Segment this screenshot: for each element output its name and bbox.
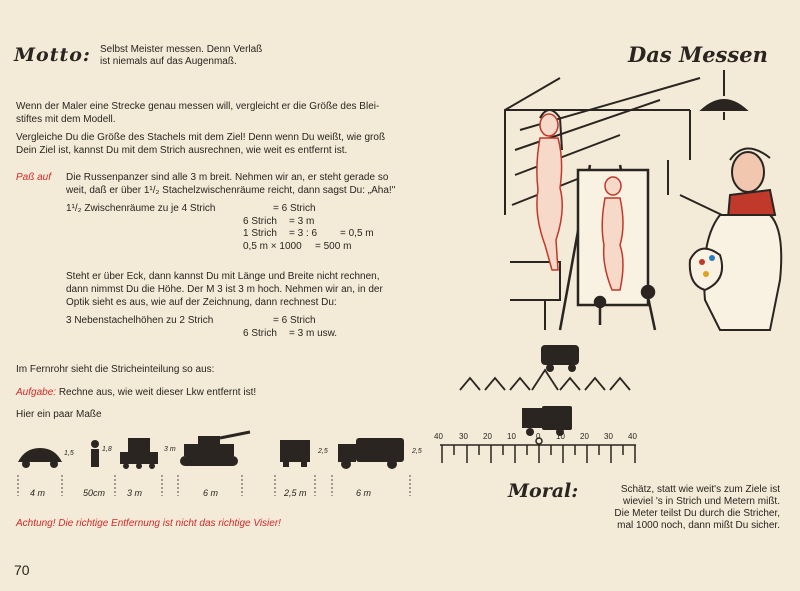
scale-label: 30 xyxy=(604,432,613,441)
calc1-row3-left: 1 Strich xyxy=(243,228,277,239)
calc1-row2-left: 6 Strich xyxy=(243,215,277,227)
dim-truck-height: 2,5 xyxy=(318,448,328,455)
pass-auf-label: Paß auf xyxy=(16,172,52,183)
eck-line-1: Steht er über Eck, dann kannst Du mit Länge und Breite nicht rechnen, xyxy=(66,271,380,282)
dim-car-height: 1,5 xyxy=(64,450,74,457)
moral-line-1: Schätz, statt wie weit's zum Ziele ist xyxy=(620,484,780,495)
eck-line-2: dann nimmst Du die Höhe. Der M 3 ist 3 m hoch. Nehmen wir an, in der xyxy=(66,284,383,295)
calc2-row1-right: = 6 Strich xyxy=(273,315,316,326)
dim-man-height: 1,8 xyxy=(102,446,112,453)
intro-line-2: stiftes mit dem Modell. xyxy=(16,114,116,125)
eck-line-3: Optik sieht es aus, wie auf der Zeichnung, dann rechnest Du: xyxy=(66,297,337,308)
motto-label: Motto: xyxy=(14,44,91,66)
truck-front-icon xyxy=(280,440,310,467)
calc1-row2-right: = 3 m xyxy=(289,215,315,227)
moral-line-3: Die Meter teilst Du durch die Stricher, xyxy=(614,508,780,519)
calc1-row3-right: = 0,5 m xyxy=(340,228,374,239)
page-heading: Das Messen xyxy=(628,42,768,67)
scale-label: 30 xyxy=(459,432,468,441)
motto-line-2: ist niemals auf das Augenmaß. xyxy=(100,56,237,67)
masse-text: Hier ein paar Maße xyxy=(16,409,102,420)
aufgabe-text: Rechne aus, wie weit dieser Lkw entfernt ist! xyxy=(58,387,257,398)
scale-label: 20 xyxy=(580,432,589,441)
dim-man-width: 50cm xyxy=(83,488,106,498)
intro-line-1: Wenn der Maler eine Strecke genau messen will, vergleicht er die Größe des Blei- xyxy=(16,101,380,112)
dim-car-length: 4 m xyxy=(30,488,46,498)
calc1-row1-left: 1¹/₂ Zwischenräume zu je 4 Strich xyxy=(66,203,216,214)
calc1-row1-right: = 6 Strich xyxy=(273,203,316,214)
moral-line-4: mal 1000 noch, dann mißt Du sicher. xyxy=(617,520,780,531)
moral-line-2: wieviel 's in Strich und Metern mißt. xyxy=(623,496,780,507)
aufgabe-label: Aufgabe: xyxy=(16,387,57,398)
truck-icon xyxy=(541,345,579,372)
scale-label: 40 xyxy=(434,432,443,441)
truck-side-icon xyxy=(338,438,404,469)
scope-reticle-icon xyxy=(460,370,630,390)
dim-truck-width: 2,5 m xyxy=(284,488,307,498)
moral-text xyxy=(582,484,780,532)
calc1-row4-left: 0,5 m × 1000 xyxy=(243,240,302,252)
calc2-row1-left: 3 Nebenstachelhöhen zu 2 Strich xyxy=(66,315,214,326)
calc1-row3-mid: = 3 : 6 xyxy=(289,228,318,239)
dim-tank-width: 3 m xyxy=(127,488,143,498)
page-number: 70 xyxy=(14,562,30,578)
calc1-row4-right: = 500 m xyxy=(315,240,352,252)
pass-auf-line-2: weit, daß er über 1¹/₂ Stachelzwischenräume reicht, dann sagst Du: „Aha!" xyxy=(66,185,396,196)
painter-icon xyxy=(668,148,781,330)
achtung-text: Achtung! Die richtige Entfernung ist nicht das richtige Visier! xyxy=(16,518,281,529)
calc2-row2-right: = 3 m usw. xyxy=(289,327,338,339)
car-icon xyxy=(18,448,62,468)
dim-truck-side-height: 2,5 xyxy=(412,448,422,455)
dim-tank-height: 3 m xyxy=(164,446,176,453)
calc2-row2-left: 6 Strich xyxy=(243,327,277,339)
motto-line-1: Selbst Meister messen. Denn Verlaß xyxy=(100,44,263,55)
tank-side-icon xyxy=(180,432,250,466)
dim-truck-length: 6 m xyxy=(356,488,372,498)
moral-label: Moral: xyxy=(508,480,579,502)
mil-scale xyxy=(440,445,636,463)
tank-icon xyxy=(120,438,158,469)
scale-label: 20 xyxy=(483,432,492,441)
intro-line-4: Dein Ziel ist, kannst Du mit dem Strich ausrechnen, wie weit es entfernt ist. xyxy=(16,145,348,156)
dim-tank-length: 6 m xyxy=(203,488,219,498)
scale-label: 10 xyxy=(556,432,565,441)
ceiling-lamp-icon xyxy=(702,70,746,120)
scale-label: 10 xyxy=(507,432,516,441)
pass-auf-line-1: Die Russenpanzer sind alle 3 m breit. Nehmen wir an, er steht gerade so xyxy=(66,172,389,183)
scale-label: 0 xyxy=(536,432,541,441)
intro-line-3: Vergleiche Du die Größe des Stachels mit dem Ziel! Denn wenn Du weißt, wie groß xyxy=(16,132,386,143)
scale-label: 40 xyxy=(628,432,637,441)
fernrohr-text: Im Fernrohr sieht die Stricheinteilung so aus: xyxy=(16,364,215,375)
soldier-icon xyxy=(91,440,99,467)
scale-labels xyxy=(432,432,652,444)
